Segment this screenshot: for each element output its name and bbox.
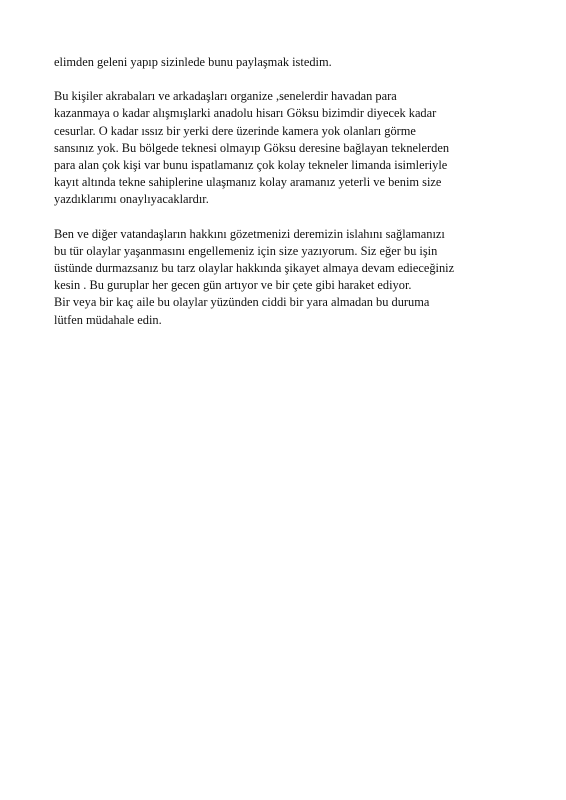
letter-body: [54, 54, 524, 329]
text-line: kayıt altında tekne sahiplerine ulaşmanız kolay aramanız yeterli ve benim size: [54, 175, 442, 190]
text-line: Ben ve diğer vatandaşların hakkını gözetmenizi deremizin islahını sağlamanızı: [54, 226, 445, 241]
paragraph-spacer: [54, 209, 524, 226]
text-line: üstünde durmazsanız bu tarz olaylar hakkında şikayet almaya devam edieceğiniz: [54, 261, 455, 276]
text-line: cesurlar. O kadar ıssız bir yerki dere üzerinde kamera yok olanları görme: [54, 123, 416, 138]
text-line: lütfen müdahale edin.: [54, 312, 162, 327]
text-line: para alan çok kişi var bunu ispatlamanız çok kolay tekneler limanda isimleriyle: [54, 158, 448, 173]
paragraph-intro: [54, 54, 524, 71]
text-line: bu tür olaylar yaşanmasını engellemeniz için size yazıyorum. Siz eğer bu işin: [54, 243, 438, 258]
text-line: yazdıklarımı onaylıyacaklardır.: [54, 192, 209, 207]
text-line: kesin . Bu guruplar her gecen gün artıyor ve bir çete gibi haraket ediyor.: [54, 278, 412, 293]
paragraph-spacer: [54, 71, 524, 88]
text-line: Bu kişiler akrabaları ve arkadaşları organize ,senelerdir havadan para: [54, 89, 397, 104]
text-line: Bir veya bir kaç aile bu olaylar yüzünden ciddi bir yara almadan bu duruma: [54, 295, 430, 310]
paragraph-complaint: [54, 88, 524, 208]
text-line: kazanmaya o kadar alışmışlarki anadolu hisarı Göksu bizimdir diyecek kadar: [54, 106, 437, 121]
text-line: sansınız yok. Bu bölgede teknesi olmayıp Göksu deresine bağlayan teknelerden: [54, 140, 450, 155]
text-line: elimden geleni yapıp sizinlede bunu paylaşmak istedim.: [54, 55, 332, 69]
paragraph-request: [54, 226, 524, 329]
